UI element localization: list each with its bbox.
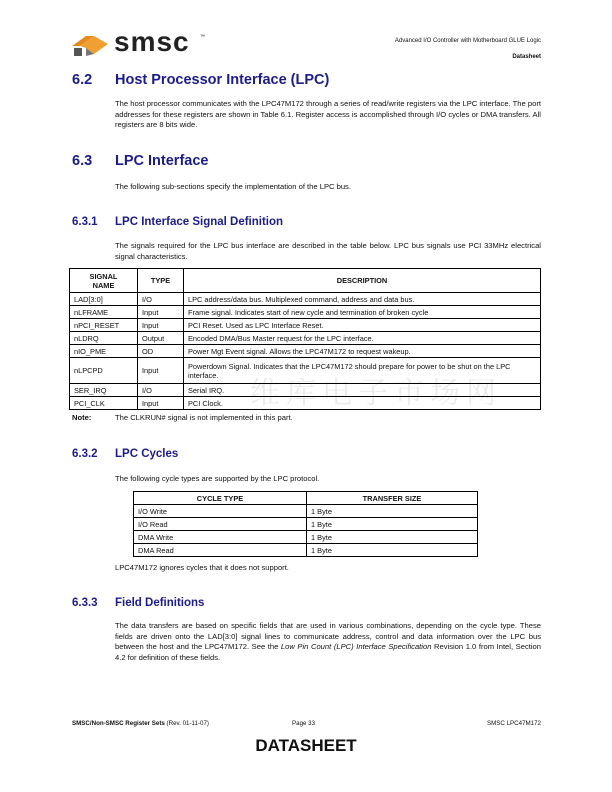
header-doc-type: Datasheet: [512, 54, 541, 60]
section-6-3-title: LPC Interface: [115, 153, 209, 169]
section-6-3-1-number: 6.3.1: [72, 216, 98, 228]
signal-description: Serial IRQ.: [184, 384, 541, 397]
cycle-type: DMA Read: [134, 544, 307, 557]
cycle-type: DMA Write: [134, 531, 307, 544]
section-6-3-body: The following sub-sections specify the implementation of the LPC bus.: [115, 182, 351, 191]
logo-tm: ™: [200, 34, 205, 40]
footer-section: SMSC/Non-SMSC Register Sets: [72, 720, 165, 727]
section-6-3-3-body: [115, 621, 541, 663]
column-header: TRANSFER SIZE: [307, 492, 478, 505]
signal-type: I/O: [138, 384, 184, 397]
signal-type: Input: [138, 358, 184, 384]
transfer-size: 1 Byte: [307, 544, 478, 557]
cycle-type: I/O Write: [134, 505, 307, 518]
datasheet-banner: DATASHEET: [255, 736, 357, 755]
table-row: [70, 293, 541, 306]
section-6-2-title: Host Processor Interface (LPC): [115, 72, 330, 88]
footer-right: SMSC LPC47M172: [487, 720, 541, 727]
signal-description: PCI Reset. Used as LPC Interface Reset.: [184, 319, 541, 332]
table-row: [134, 531, 478, 544]
table-row: [134, 544, 478, 557]
section-6-3-2-title: LPC Cycles: [115, 448, 179, 460]
column-header: SIGNAL NAME: [70, 269, 138, 293]
signal-name: nLPCPD: [70, 358, 138, 384]
signal-name: LAD[3:0]: [70, 293, 138, 306]
section-6-3-2-body: The following cycle types are supported by the LPC protocol.: [115, 474, 320, 483]
signal-type: Input: [138, 319, 184, 332]
signal-type: Input: [138, 306, 184, 319]
signal-name: nPCI_RESET: [70, 319, 138, 332]
transfer-size: 1 Byte: [307, 518, 478, 531]
column-header: DESCRIPTION: [184, 269, 541, 293]
logo-text: smsc: [114, 26, 190, 57]
footer-left: [72, 720, 209, 727]
signal-description: Powerdown Signal. Indicates that the LPC47M172 should prepare for power to be shut on the LPC interface.: [184, 358, 541, 384]
note-label: Note:: [72, 413, 92, 422]
section-6-3-3-number: 6.3.3: [72, 597, 98, 609]
signal-name: PCI_CLK: [70, 397, 138, 410]
signal-name: nIO_PME: [70, 345, 138, 358]
footer-revision: (Rev. 01-11-07): [164, 720, 209, 727]
signal-name: SER_IRQ: [70, 384, 138, 397]
section-6-2-body: The host processor communicates with the LPC47M172 through a series of read/write registers via the LPC interface. The port addresses for these registers are shown in Table 6.1. Register access is accomplished through I/O cycles or DMA transfers. All registers are 8 bits wide.: [115, 99, 541, 130]
section-6-2-number: 6.2: [72, 72, 93, 88]
body-text: The data transfers are based on specific fields that are used in various combinations, depending on the cycle type. These fields are driven onto the LAD[3:0] signal lines to communicate address, control and data information over the LPC bus between the host and the LPC47M172. See the: [115, 621, 541, 652]
cycles-note: LPC47M172 ignores cycles that it does not support.: [115, 563, 289, 572]
body-text: Revision 1.0 from Intel, Section 4.2 for definition of these fields.: [115, 642, 541, 662]
section-6-3-1-body: The signals required for the LPC bus interface are described in the table below. LPC bus signals use PCI 33MHz electrical signal characteristics.: [115, 241, 541, 261]
signal-description: Encoded DMA/Bus Master request for the LPC interface.: [184, 332, 541, 345]
signal-type: OD: [138, 345, 184, 358]
table-row: [70, 319, 541, 332]
table-row: [70, 306, 541, 319]
smsc-logo: [72, 26, 212, 58]
cycle-table: [133, 491, 478, 557]
table-row: [134, 518, 478, 531]
logo-mark-icon: [72, 32, 108, 56]
signal-type: Output: [138, 332, 184, 345]
table-row: [70, 345, 541, 358]
header-title: Advanced I/O Controller with Motherboard GLUE Logic: [394, 38, 541, 44]
section-6-3-number: 6.3: [72, 153, 93, 169]
section-6-3-1-title: LPC Interface Signal Definition: [115, 216, 284, 228]
table-row: [134, 505, 478, 518]
signal-name: nLDRQ: [70, 332, 138, 345]
signal-name: nLFRAME: [70, 306, 138, 319]
table-row: [70, 332, 541, 345]
column-header: CYCLE TYPE: [134, 492, 307, 505]
cycle-type: I/O Read: [134, 518, 307, 531]
signal-type: Input: [138, 397, 184, 410]
section-6-3-3-title: Field Definitions: [115, 597, 205, 609]
footer-page: Page 33: [292, 720, 316, 727]
note-text: The CLKRUN# signal is not implemented in this part.: [115, 413, 293, 422]
signal-description: Frame signal. Indicates start of new cycle and termination of broken cycle: [184, 306, 541, 319]
watermark: 维库电子市场网: [250, 376, 502, 411]
transfer-size: 1 Byte: [307, 505, 478, 518]
signal-description: Power Mgt Event signal. Allows the LPC47M172 to request wakeup.: [184, 345, 541, 358]
transfer-size: 1 Byte: [307, 531, 478, 544]
signal-description: PCI Clock.: [184, 397, 541, 410]
section-6-3-2-number: 6.3.2: [72, 448, 98, 460]
signal-description: LPC address/data bus. Multiplexed command, address and data bus.: [184, 293, 541, 306]
signal-type: I/O: [138, 293, 184, 306]
spec-title: Low Pin Count (LPC) Interface Specification: [280, 642, 432, 652]
column-header: TYPE: [138, 269, 184, 293]
